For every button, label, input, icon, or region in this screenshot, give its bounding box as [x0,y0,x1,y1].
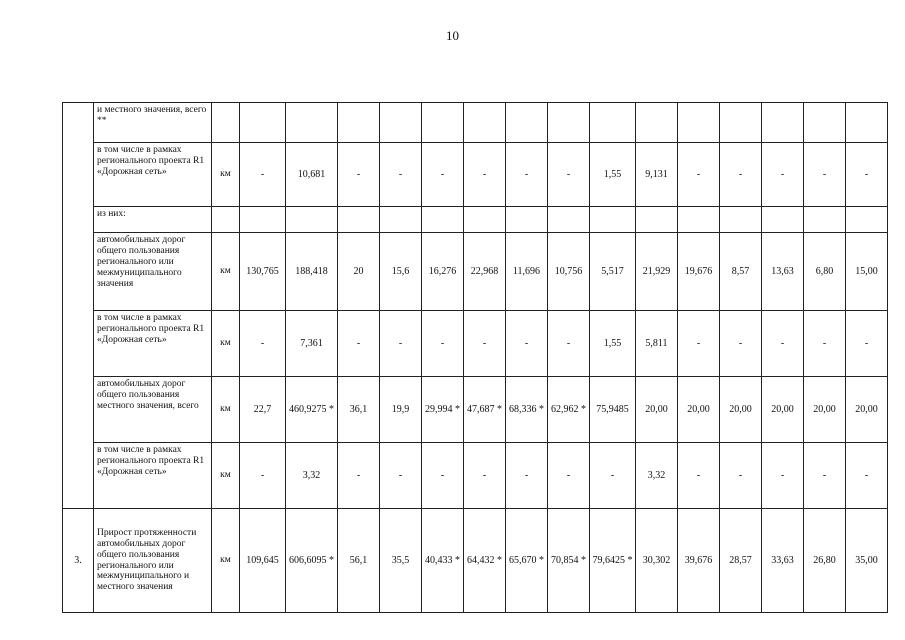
value-cell: 13,63 [762,233,804,311]
value-cell: - [846,443,888,509]
value-cell [286,103,338,143]
value-cell: 20 [338,233,380,311]
value-cell: 20,00 [636,377,678,443]
value-cell: - [422,443,464,509]
value-cell [720,207,762,233]
indicator-name-cell: в том числе в рамках регионального проекта R1 «Дорожная сеть» [94,143,212,207]
value-cell: 29,994 * [422,377,464,443]
value-cell [548,103,590,143]
value-cell: 35,5 [380,509,422,613]
value-cell: 16,276 [422,233,464,311]
value-cell [240,207,286,233]
unit-cell: км [212,377,240,443]
value-cell: 3,32 [636,443,678,509]
value-cell: 20,00 [804,377,846,443]
value-cell: - [506,143,548,207]
value-cell: - [422,311,464,377]
value-cell [678,207,720,233]
value-cell [422,103,464,143]
value-cell: 8,57 [720,233,762,311]
unit-cell: км [212,143,240,207]
value-cell: - [678,443,720,509]
value-cell: - [548,311,590,377]
value-cell [548,207,590,233]
value-cell: 22,7 [240,377,286,443]
value-cell [804,103,846,143]
value-cell [762,207,804,233]
value-cell: - [804,143,846,207]
value-cell: 62,962 * [548,377,590,443]
value-cell: - [804,443,846,509]
indicator-name-cell: из них: [94,207,212,233]
value-cell [240,103,286,143]
value-cell: 65,670 * [506,509,548,613]
value-cell: - [762,143,804,207]
value-cell: 3,32 [286,443,338,509]
value-cell [506,103,548,143]
value-cell: - [678,311,720,377]
value-cell [720,103,762,143]
value-cell: 22,968 [464,233,506,311]
indicator-name-cell: в том числе в рамках регионального проекта R1 «Дорожная сеть» [94,443,212,509]
value-cell: 19,676 [678,233,720,311]
unit-cell: км [212,311,240,377]
unit-cell: км [212,509,240,613]
value-cell: 606,6095 * [286,509,338,613]
table-row [63,311,888,377]
value-cell [762,103,804,143]
value-cell: - [240,311,286,377]
value-cell: 460,9275 * [286,377,338,443]
value-cell [380,103,422,143]
value-cell: 20,00 [762,377,804,443]
value-cell: 28,57 [720,509,762,613]
value-cell: 9,131 [636,143,678,207]
value-cell [464,103,506,143]
value-cell [338,207,380,233]
value-cell: - [464,311,506,377]
value-cell: - [338,443,380,509]
value-cell: - [380,143,422,207]
table-row [63,233,888,311]
indicator-name-cell: в том числе в рамках регионального проекта R1 «Дорожная сеть» [94,311,212,377]
table-row [63,509,888,613]
value-cell: - [464,143,506,207]
value-cell: - [240,443,286,509]
table-row [63,207,888,233]
value-cell: 20,00 [678,377,720,443]
value-cell: 7,361 [286,311,338,377]
indicator-name-cell: и местного значения, всего ** [94,103,212,143]
value-cell: 36,1 [338,377,380,443]
value-cell: 75,9485 [590,377,636,443]
row-index-cell: 3. [63,509,94,613]
row-index-cell [63,103,94,509]
value-cell: 19,9 [380,377,422,443]
value-cell: 11,696 [506,233,548,311]
value-cell: - [720,311,762,377]
indicator-name-cell: автомобильных дорог общего пользования регионального или межмуниципального значения [94,233,212,311]
value-cell: 20,00 [720,377,762,443]
value-cell [590,207,636,233]
unit-cell [212,103,240,143]
value-cell: 64,432 * [464,509,506,613]
value-cell [464,207,506,233]
value-cell: - [720,443,762,509]
table-row [63,103,888,143]
value-cell: 33,63 [762,509,804,613]
value-cell: 1,55 [590,143,636,207]
value-cell: - [464,443,506,509]
value-cell: - [762,311,804,377]
value-cell: - [804,311,846,377]
value-cell: 6,80 [804,233,846,311]
value-cell [506,207,548,233]
value-cell [804,207,846,233]
value-cell: - [548,143,590,207]
value-cell: 10,681 [286,143,338,207]
value-cell: 5,811 [636,311,678,377]
value-cell: - [506,443,548,509]
page-number: 10 [446,28,459,43]
value-cell [380,207,422,233]
value-cell: - [506,311,548,377]
value-cell [286,207,338,233]
unit-cell [212,207,240,233]
value-cell [636,103,678,143]
value-cell [846,207,888,233]
value-cell: 26,80 [804,509,846,613]
unit-cell: км [212,443,240,509]
value-cell [590,103,636,143]
value-cell: 20,00 [846,377,888,443]
unit-cell: км [212,233,240,311]
value-cell: 70,854 * [548,509,590,613]
value-cell: - [762,443,804,509]
value-cell: 47,687 * [464,377,506,443]
value-cell: 79,6425 * [590,509,636,613]
value-cell: - [338,143,380,207]
table-row [63,443,888,509]
indicator-name-cell: автомобильных дорог общего пользования местного значения, всего [94,377,212,443]
value-cell: 21,929 [636,233,678,311]
value-cell: 39,676 [678,509,720,613]
value-cell: - [422,143,464,207]
value-cell: 109,645 [240,509,286,613]
value-cell: - [380,443,422,509]
value-cell [678,103,720,143]
value-cell: 15,6 [380,233,422,311]
value-cell: 35,00 [846,509,888,613]
value-cell: 5,517 [590,233,636,311]
table-row [63,377,888,443]
value-cell: 68,336 * [506,377,548,443]
value-cell: - [678,143,720,207]
value-cell [846,103,888,143]
table-row [63,143,888,207]
value-cell: - [240,143,286,207]
value-cell: - [846,311,888,377]
value-cell: 56,1 [338,509,380,613]
value-cell: 188,418 [286,233,338,311]
value-cell: 1,55 [590,311,636,377]
value-cell: - [338,311,380,377]
value-cell: - [846,143,888,207]
value-cell: 30,302 [636,509,678,613]
value-cell: 15,00 [846,233,888,311]
value-cell [636,207,678,233]
value-cell: - [548,443,590,509]
value-cell [422,207,464,233]
value-cell: - [720,143,762,207]
value-cell: 40,433 * [422,509,464,613]
value-cell: - [590,443,636,509]
indicators-table [62,102,888,613]
value-cell: 130,765 [240,233,286,311]
value-cell [338,103,380,143]
value-cell: - [380,311,422,377]
indicator-name-cell: Прирост протяженности автомобильных дорог общего пользования регионального или межмуниципального и местного значения [94,509,212,613]
value-cell: 10,756 [548,233,590,311]
